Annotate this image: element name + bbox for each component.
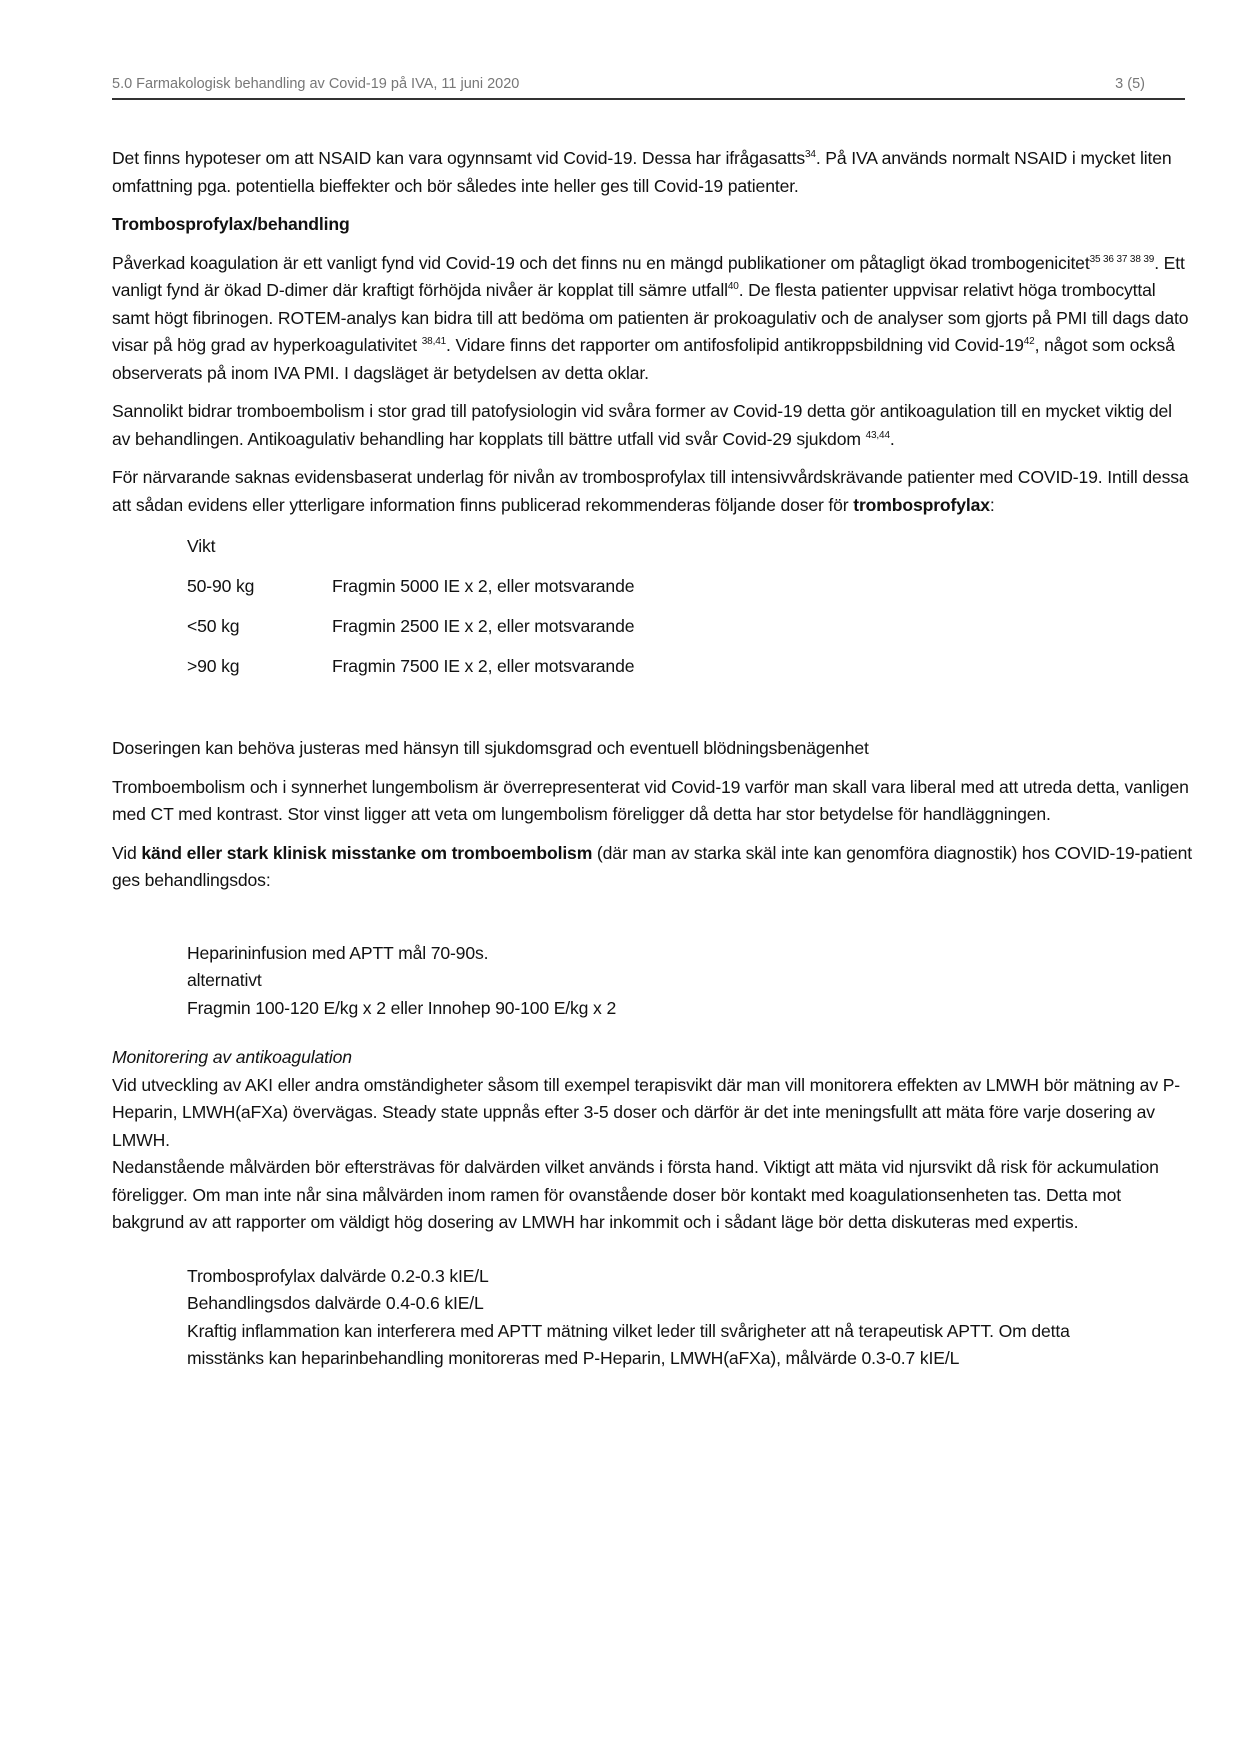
target-line: Kraftig inflammation kan interferera med APTT mätning vilket leder till svårigheter att nå terapeutisk APTT. Om detta misstänks kan heparinbehandling monitoreras med P-Heparin, LMWH(aFXa), målvärde 0.3-0.7 kIE/L: [187, 1320, 1070, 1368]
section-heading-monitorering: Monitorering av antikoagulation: [112, 1047, 352, 1067]
paragraph-evidens: För närvarande saknas evidensbaserat underlag för nivån av trombosprofylax till intensivvårdskrävande patienter med COVID-19. Intill dessa att sådan evidens eller ytterligare information finns publicerad rekommenderas följande doser för trombosprofylax:: [112, 467, 1189, 515]
section-heading-trombosprofylax: Trombosprofylax/behandling: [112, 214, 350, 234]
paragraph-malvarden: Nedanstående målvärden bör eftersträvas för dalvärden vilket används i första hand. Viktigt att mäta vid njursvikt då risk för ackumulation föreligger. Om man inte når sina målvärden inom ramen för ovanstående doser bör kontakt med koagulationsenheten tas. Detta mot bakgrund av att rapporter om väldigt hög dosering av LMWH har inkommit och i sådant läge bör detta diskuteras med expertis.: [112, 1157, 1159, 1232]
document-title: 5.0 Farmakologisk behandling av Covid-19 på IVA, 11 juni 2020: [112, 76, 520, 92]
dose-row: >90 kg Fragmin 7500 IE x 2, eller motsvarande: [187, 656, 635, 676]
dose-table-header: Vikt: [187, 536, 216, 556]
dose-table: [112, 533, 1192, 693]
paragraph-tromboembolism: Sannolikt bidrar tromboembolism i stor grad till patofysiologin vid svåra former av Covid-19 detta gör antikoagulation till en mycket viktig del av behandlingen. Antikoagulativ behandling har kopplats till bättre utfall vid svår Covid-29 sjukdom $^{43,44}$.: [112, 401, 1172, 449]
paragraph-misstanke: Vid känd eller stark klinisk misstanke om tromboembolism (där man av starka skäl inte kan genomföra diagnostik) hos COVID-19-patient ges behandlingsdos:: [112, 842, 1192, 890]
paragraph-lungembolism: Tromboembolism och i synnerhet lungembolism är överrepresenterat vid Covid-19 varför man skall vara liberal med att utreda detta, vanligen med CT med kontrast. Stor vinst ligger att veta om lungembolism föreligger då detta har stor betydelse för handläggningen.: [112, 776, 1189, 824]
dose-row: <50 kg Fragmin 2500 IE x 2, eller motsvarande: [187, 616, 635, 636]
target-line: Trombosprofylax dalvärde 0.2-0.3 kIE/L: [187, 1265, 489, 1286]
target-line: Behandlingsdos dalvärde 0.4-0.6 kIE/L: [187, 1293, 484, 1313]
dose-row: 50-90 kg Fragmin 5000 IE x 2, eller motsvarande: [187, 576, 635, 596]
paragraph-dosering: Doseringen kan behöva justeras med hänsyn till sjukdomsgrad och eventuell blödningsbenägenhet: [112, 738, 869, 758]
paragraph-nsaid: Det finns hypoteser om att NSAID kan vara ogynnsamt vid Covid-19. Dessa har ifrågasatts$^{34}$. På IVA används normalt NSAID i mycket liten omfattning pga. potentiella bieffekter och bör således inte heller ges till Covid-19 patienter.: [112, 148, 1172, 196]
document-body: [112, 145, 1192, 1373]
page-header: [112, 74, 1185, 100]
treatment-block: [112, 940, 1192, 1023]
treatment-line: alternativt: [187, 970, 262, 990]
treatment-line: Fragmin 100-120 E/kg x 2 eller Innohep 90-100 E/kg x 2: [187, 997, 617, 1018]
paragraph-koagulation: Påverkad koagulation är ett vanligt fynd vid Covid-19 och det finns nu en mängd publikationer om påtagligt ökad trombogenicitet$^{35 36 37 38 39}$. Ett vanligt fynd är ökad D-dimer där kraftigt förhöjda nivåer är kopplat till sämre utfall$^{40}$. De flesta patienter uppvisar relativt höga trombocyttal samt högt fibrinogen. ROTEM-analys kan bidra till att bedöma om patienten är prokoagulativ och de analyser som gjorts på PMI till dags dato visar på hög grad av hyperkoagulativitet $^{38,41}$. Vidare finns det rapporter om antifosfolipid antikroppsbildning vid Covid-$19^{42}$, något som också observerats på inom IVA PMI. I dagsläget är betydelsen av detta oklar.: [112, 252, 1189, 383]
target-values-block: [112, 1263, 1147, 1373]
treatment-line: Heparininfusion med APTT mål 70-90s.: [187, 942, 489, 963]
paragraph-aki: Vid utveckling av AKI eller andra omständigheter såsom till exempel terapisvikt där man vill monitorera effekten av LMWH bör mätning av P-Heparin, LMWH(aFXa) övervägas. Steady state uppnås efter 3-5 doser och därför är det inte meningsfullt att mäta före varje dosering av LMWH.: [112, 1074, 1180, 1150]
page-number: 3 (5): [1115, 76, 1145, 92]
